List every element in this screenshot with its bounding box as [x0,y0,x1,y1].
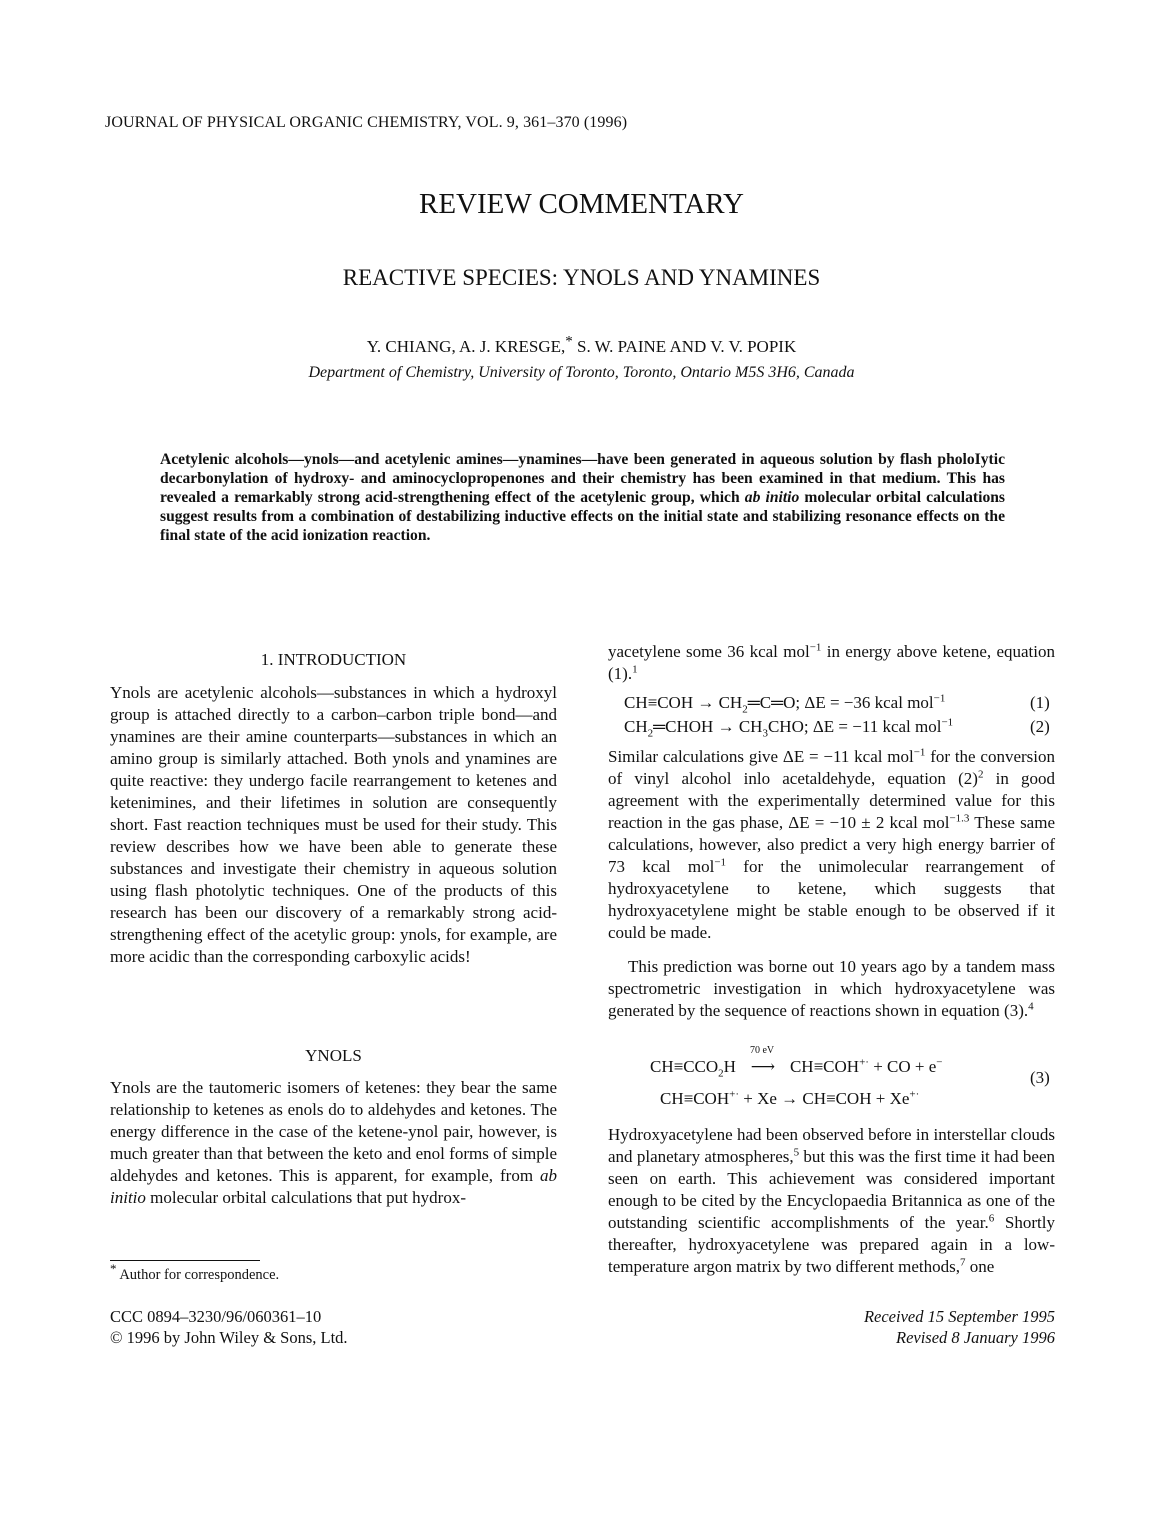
eq3-l2-a: CH≡COH [660,1089,730,1108]
journal-citation: JOURNAL OF PHYSICAL ORGANIC CHEMISTRY, VOL. 9, 361–370 (1996) [105,114,628,131]
eq3-l1-c: CH≡COH [789,1057,860,1076]
eq3-arrow-label: 70 eV [749,1045,775,1056]
p2-c: in good agreement with the experimentally determined value for this reaction in the gas phase, ΔE = −10 ± 2 kcal mol [608,769,1055,832]
eq3-l1-b: H [723,1057,736,1076]
right-paragraph-1 [608,641,1055,685]
affiliation: Department of Chemistry, University of Toronto, Toronto, Ontario M5S 3H6, Canada [308,364,855,381]
p4-b: but this was the first time it had been seen on earth. This achievement was considered important enough to be cited by the Encyclopaedia Britannica as one of the outstanding scientific accomplishments of the year. [608,1147,1055,1232]
eq1-rhs: ═C═O; ΔE = −36 kcal mol [747,693,934,712]
received-date: Received 15 September 1995 [863,1307,1055,1326]
equation-1 [624,692,946,716]
correspondence-star: * [565,333,573,350]
abstract-italic: ab initio [744,489,800,506]
p1-ref: 1 [632,663,638,676]
eq1-sup: −1 [933,692,946,705]
abstract-text-1: Acetylenic alcohols—ynols—and acetylenic amines—ynamines—have been generated in aqueous solution by flash pholoIytic decarbonylation of hydroxy- and aminocyclopropenones and their chemistry has been examined in that medium. This has revealed a remarkably strong acid-strengthening effect of the acetylenic group, which [160,451,1005,506]
eq2-rhs: CHO; ΔE = −11 kcal mol [767,717,942,736]
p2-a-sup: −1 [913,746,926,759]
eq3-l2-b: + Xe → CH≡COH + Xe [738,1089,910,1108]
p1-sup: −1 [809,641,822,654]
eq1-sub: 2 [742,703,748,716]
p1-text: yacetylene some 36 kcal mol [608,642,810,661]
eq1-lhs: CH≡COH → CH [624,693,743,712]
p2-d-sup: −1 [714,856,727,869]
equation-2 [624,716,954,740]
authors-first: Y. CHIANG, A. J. KRESGE, [366,337,566,356]
ynols-italic: ab initio [110,1166,557,1207]
ynols-text-1: Ynols are the tautomeric isomers of ketenes: they bear the same relationship to ketenes as enols do to aldehydes and ketones. The energy difference in the case of the ketene-ynol pair, however, is much greater than that between the keto and enol forms of simple aldehydes and ketones. This is apparent, for example, from [110,1078,557,1185]
eq2-lhs: CH [624,717,648,736]
ccc-code: CCC 0894–3230/96/060361–10 [110,1307,322,1326]
authors-rest: S. W. PAINE AND V. V. POPIK [572,337,797,356]
p4-a: Hydroxyacetylene had been observed before in interstellar clouds and planetary atmospheres, [608,1125,1055,1166]
right-paragraph-2 [608,746,1055,944]
intro-paragraph: Ynols are acetylenic alcohols—substances in which a hydroxyl group is attached directly to a carbon–carbon triple bond—and ynamines are their amine counterparts—substances in which an amino group is similarly attached. Both ynols and ynamines are quite reactive: they undergo facile rearrangement to ketenes and ketenimines, and their lifetimes in solution are consequently short. Fast reaction techniques must be used for their study. This review describes how we have been able to generate these substances and investigate their chemistry in aqueous solution using flash photolytic techniques. One of the products of this research has been our discovery of a remarkably strong acid-strengthening effect of the acetylic group: ynols, for example, are more acidic than the corresponding carboxylic acids! [110,683,557,966]
eq2-sub2: 3 [762,727,768,740]
equation-3-line-1 [650,1045,943,1080]
p4-ref3: 7 [960,1256,966,1269]
p2-b: for the conversion of vinyl alcohol inlo acetaldehyde, equation (2) [608,747,1055,788]
copyright: © 1996 by John Wiley & Sons, Ltd. [110,1328,348,1347]
ynols-heading: YNOLS [305,1046,362,1065]
p2-b-ref: 2 [977,768,984,781]
eq3-l1-sup2: − [936,1056,943,1069]
eq3-l2-sup2: +· [909,1088,920,1101]
right-paragraph-4 [608,1124,1055,1278]
p2-e: for the unimolecular rearrangement of hydroxyacetylene to ketene, which suggests that hydroxyacetylene might be stable enough to be observed if it could be made. [608,857,1055,942]
p4-d: one [965,1257,995,1276]
p2-a: Similar calculations give ΔE = −11 kcal mol [608,747,914,766]
ynols-text-2: molecular orbital calculations that put hydrox- [145,1188,466,1207]
review-title: REVIEW COMMENTARY [418,188,744,220]
eq3-l1-sub: 2 [718,1067,724,1080]
eq2-sup: −1 [941,716,954,729]
footnote [110,1261,280,1284]
eq3-l1-d: + CO + e [868,1057,937,1076]
p3-a: This prediction was borne out 10 years ago by a tandem mass spectrometric investigation in which hydroxyacetylene was generated by the sequence of reactions shown in equation (3). [608,957,1055,1020]
equation-3-number: (3) [1030,1068,1050,1087]
footnote-star: * [110,1261,117,1277]
p3-ref: 4 [1028,1000,1034,1013]
right-paragraph-3 [608,956,1055,1022]
paper-title: REACTIVE SPECIES: YNOLS AND YNAMINES [342,265,821,290]
p2-c-ref: .3 [961,812,970,825]
p1-text2: in energy above ketene, equation (1). [608,642,1056,683]
eq2-sub1: 2 [647,727,654,740]
eq2-mid: ═CHOH → CH [653,717,763,736]
eq3-arrow: ⟶ 70 eV [749,1045,776,1076]
equation-3-line-2 [660,1089,919,1109]
equation-2-number: (2) [1030,717,1050,736]
footnote-rule [110,1260,260,1261]
intro-heading: 1. INTRODUCTION [260,650,407,669]
abstract-text-2: molecular orbital calculations suggest results from a combination of destabilizing inductive effects on the initial state and stabilizing resonance effects on the final state of the acid ionization reaction. [160,489,1005,544]
authors [0,333,1163,357]
eq3-l2-sup: +· [729,1088,739,1101]
equation-1-number: (1) [1030,693,1050,712]
p4-ref1: 5 [793,1146,800,1159]
eq3-l1-a: CH≡CCO [650,1057,719,1076]
ynols-paragraph [110,1077,557,1209]
eq3-l1-sup: +· [859,1056,869,1069]
p2-d: These same calculations, however, also predict a very high energy barrier of 73 kcal mol [608,813,1056,876]
abstract [160,450,1005,545]
p4-ref2: 6 [988,1212,995,1225]
p4-c: Shortly thereafter, hydroxyacetylene was prepared again in a low-temperature argon matrix by two different methods, [608,1213,1055,1276]
p2-c-sup: −1 [949,812,962,825]
revised-date: Revised 8 January 1996 [896,1328,1055,1347]
footnote-text: Author for correspondence. [116,1267,280,1283]
